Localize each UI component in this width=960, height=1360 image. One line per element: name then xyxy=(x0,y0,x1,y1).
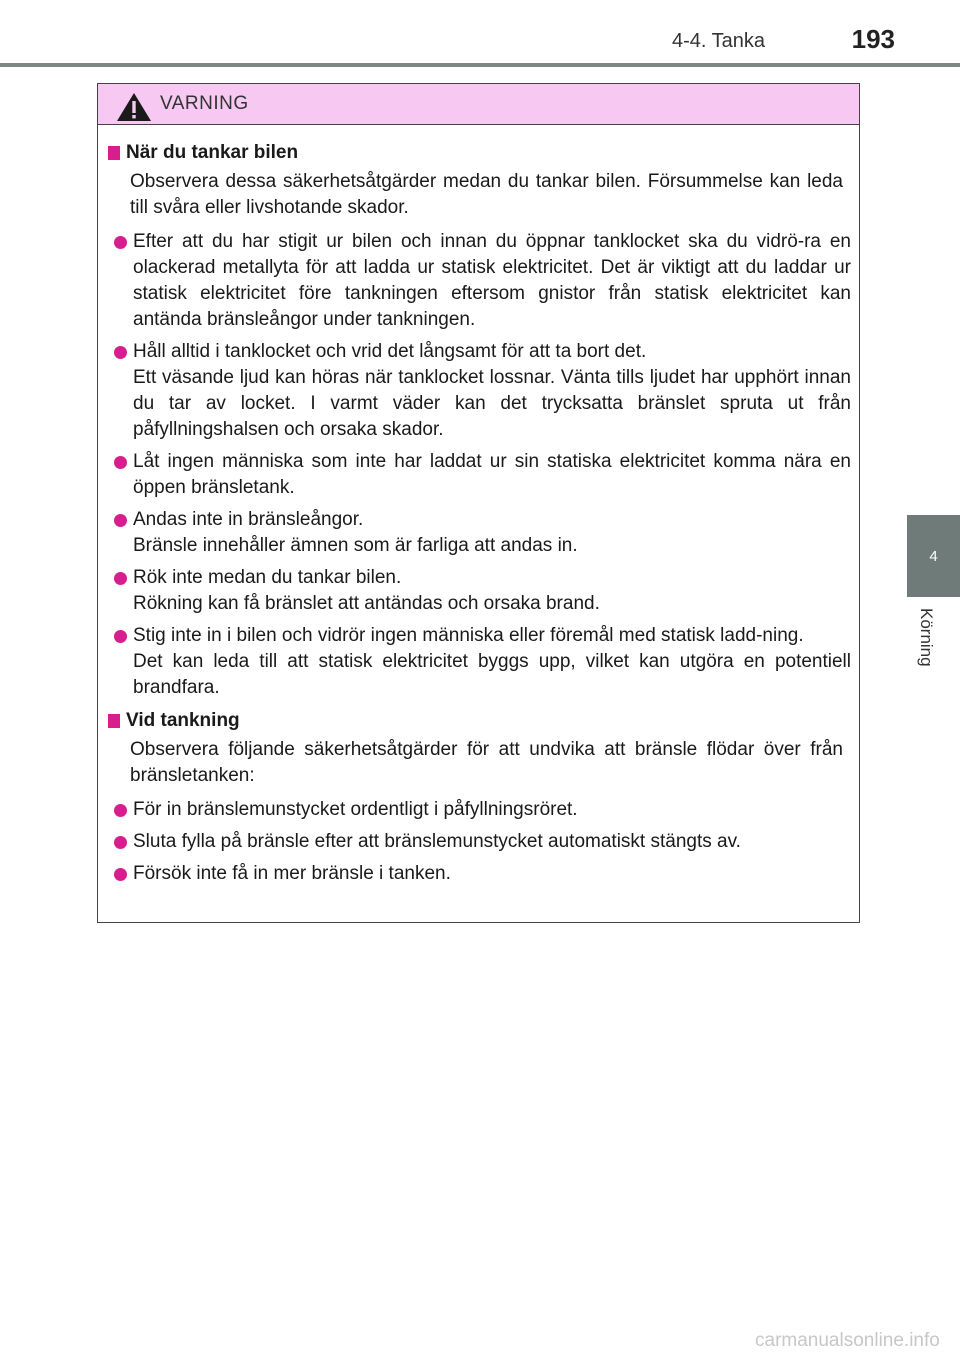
list-item-line: Håll alltid i tanklocket och vrid det långsamt för att ta bort det. xyxy=(133,341,647,362)
list-item-line: Bränsle innehåller ämnen som är farliga att andas in. xyxy=(133,535,578,556)
list-item-text xyxy=(133,507,851,559)
circle-bullet-icon xyxy=(114,804,127,817)
list-item xyxy=(114,339,851,443)
chapter-number: 4 xyxy=(929,547,938,565)
list-item xyxy=(114,229,851,333)
list-item-text xyxy=(133,565,851,617)
list-item xyxy=(114,623,851,701)
circle-bullet-icon xyxy=(114,836,127,849)
list-item-line: Rökning kan få bränslet att antändas och orsaka brand. xyxy=(133,593,600,614)
chapter-label: Körning xyxy=(917,608,936,667)
list-item-text xyxy=(133,623,851,701)
list-item-line: För in bränslemunstycket ordentligt i påfyllningsröret. xyxy=(133,799,578,820)
list-item-line: Sluta fylla på bränsle efter att bränslemunstycket automatiskt stängts av. xyxy=(133,831,741,852)
header-divider xyxy=(0,63,960,67)
warning-body xyxy=(98,125,859,887)
list-item-line: Ett väsande ljud kan höras när tanklocket lossnar. Vänta tills ljudet har upphört innan du tar av locket. I varmt väder kan det trycksatta bränslet spruta ut från påfyllningshalsen och orsaka skador. xyxy=(133,367,851,440)
watermark: carmanualsonline.info xyxy=(755,1330,940,1351)
list-item-line: Rök inte medan du tankar bilen. xyxy=(133,567,402,588)
list-item xyxy=(114,797,851,823)
list-item-text xyxy=(133,339,851,443)
list-item-text xyxy=(133,861,851,887)
list-item-line: Försök inte få in mer bränsle i tanken. xyxy=(133,863,451,884)
page-header xyxy=(0,0,960,70)
section-intro: Observera dessa säkerhetsåtgärder medan du tankar bilen. Försummelse kan leda till svåra eller livshotande skador. xyxy=(130,171,843,218)
circle-bullet-icon xyxy=(114,572,127,585)
list-item-line: Låt ingen människa som inte har laddat ur sin statiska elektricitet komma nära en öppen bränsletank. xyxy=(133,451,851,498)
list-item xyxy=(114,861,851,887)
list-item-text xyxy=(133,797,851,823)
warning-box xyxy=(97,83,860,923)
section-heading xyxy=(106,707,851,735)
list-item-text xyxy=(133,449,851,501)
list-item-text xyxy=(133,829,851,855)
warning-header xyxy=(98,84,859,125)
section-title: 4-4. Tanka xyxy=(671,30,765,52)
list-item-line: Andas inte in bränsleångor. xyxy=(133,509,364,530)
circle-bullet-icon xyxy=(114,868,127,881)
page-number: 193 xyxy=(851,24,895,54)
list-item-line: Det kan leda till att statisk elektricitet byggs upp, vilket kan utgöra en potentiell brandfara. xyxy=(133,651,851,698)
list-item xyxy=(114,449,851,501)
section-heading-text: Vid tankning xyxy=(126,710,240,731)
list-item-text xyxy=(133,229,851,333)
circle-bullet-icon xyxy=(114,456,127,469)
circle-bullet-icon xyxy=(114,346,127,359)
warning-title: VARNING xyxy=(160,93,249,114)
list-item-line: Efter att du har stigit ur bilen och innan du öppnar tanklocket ska du vidrö-ra en olackerad metallyta för att ladda ur statisk elektricitet. Det är viktigt att du laddar ur statisk elektricitet före tankningen eftersom gnistor från statisk elektricitet kan antända bränsleångor under tankningen. xyxy=(133,231,851,330)
section-intro: Observera följande säkerhetsåtgärder för att undvika att bränsle flödar över från bränsletanken: xyxy=(130,739,843,786)
circle-bullet-icon xyxy=(114,236,127,249)
warning-triangle-icon xyxy=(116,92,152,122)
list-item-line: Stig inte in i bilen och vidrör ingen människa eller föremål med statisk ladd-ning. xyxy=(133,625,804,646)
square-bullet-icon xyxy=(108,714,120,728)
list-item xyxy=(114,829,851,855)
section-heading xyxy=(106,139,851,167)
circle-bullet-icon xyxy=(114,630,127,643)
section-heading-text: När du tankar bilen xyxy=(126,142,299,163)
square-bullet-icon xyxy=(108,146,120,160)
chapter-tab xyxy=(907,515,960,597)
circle-bullet-icon xyxy=(114,514,127,527)
list-item xyxy=(114,507,851,559)
list-item xyxy=(114,565,851,617)
